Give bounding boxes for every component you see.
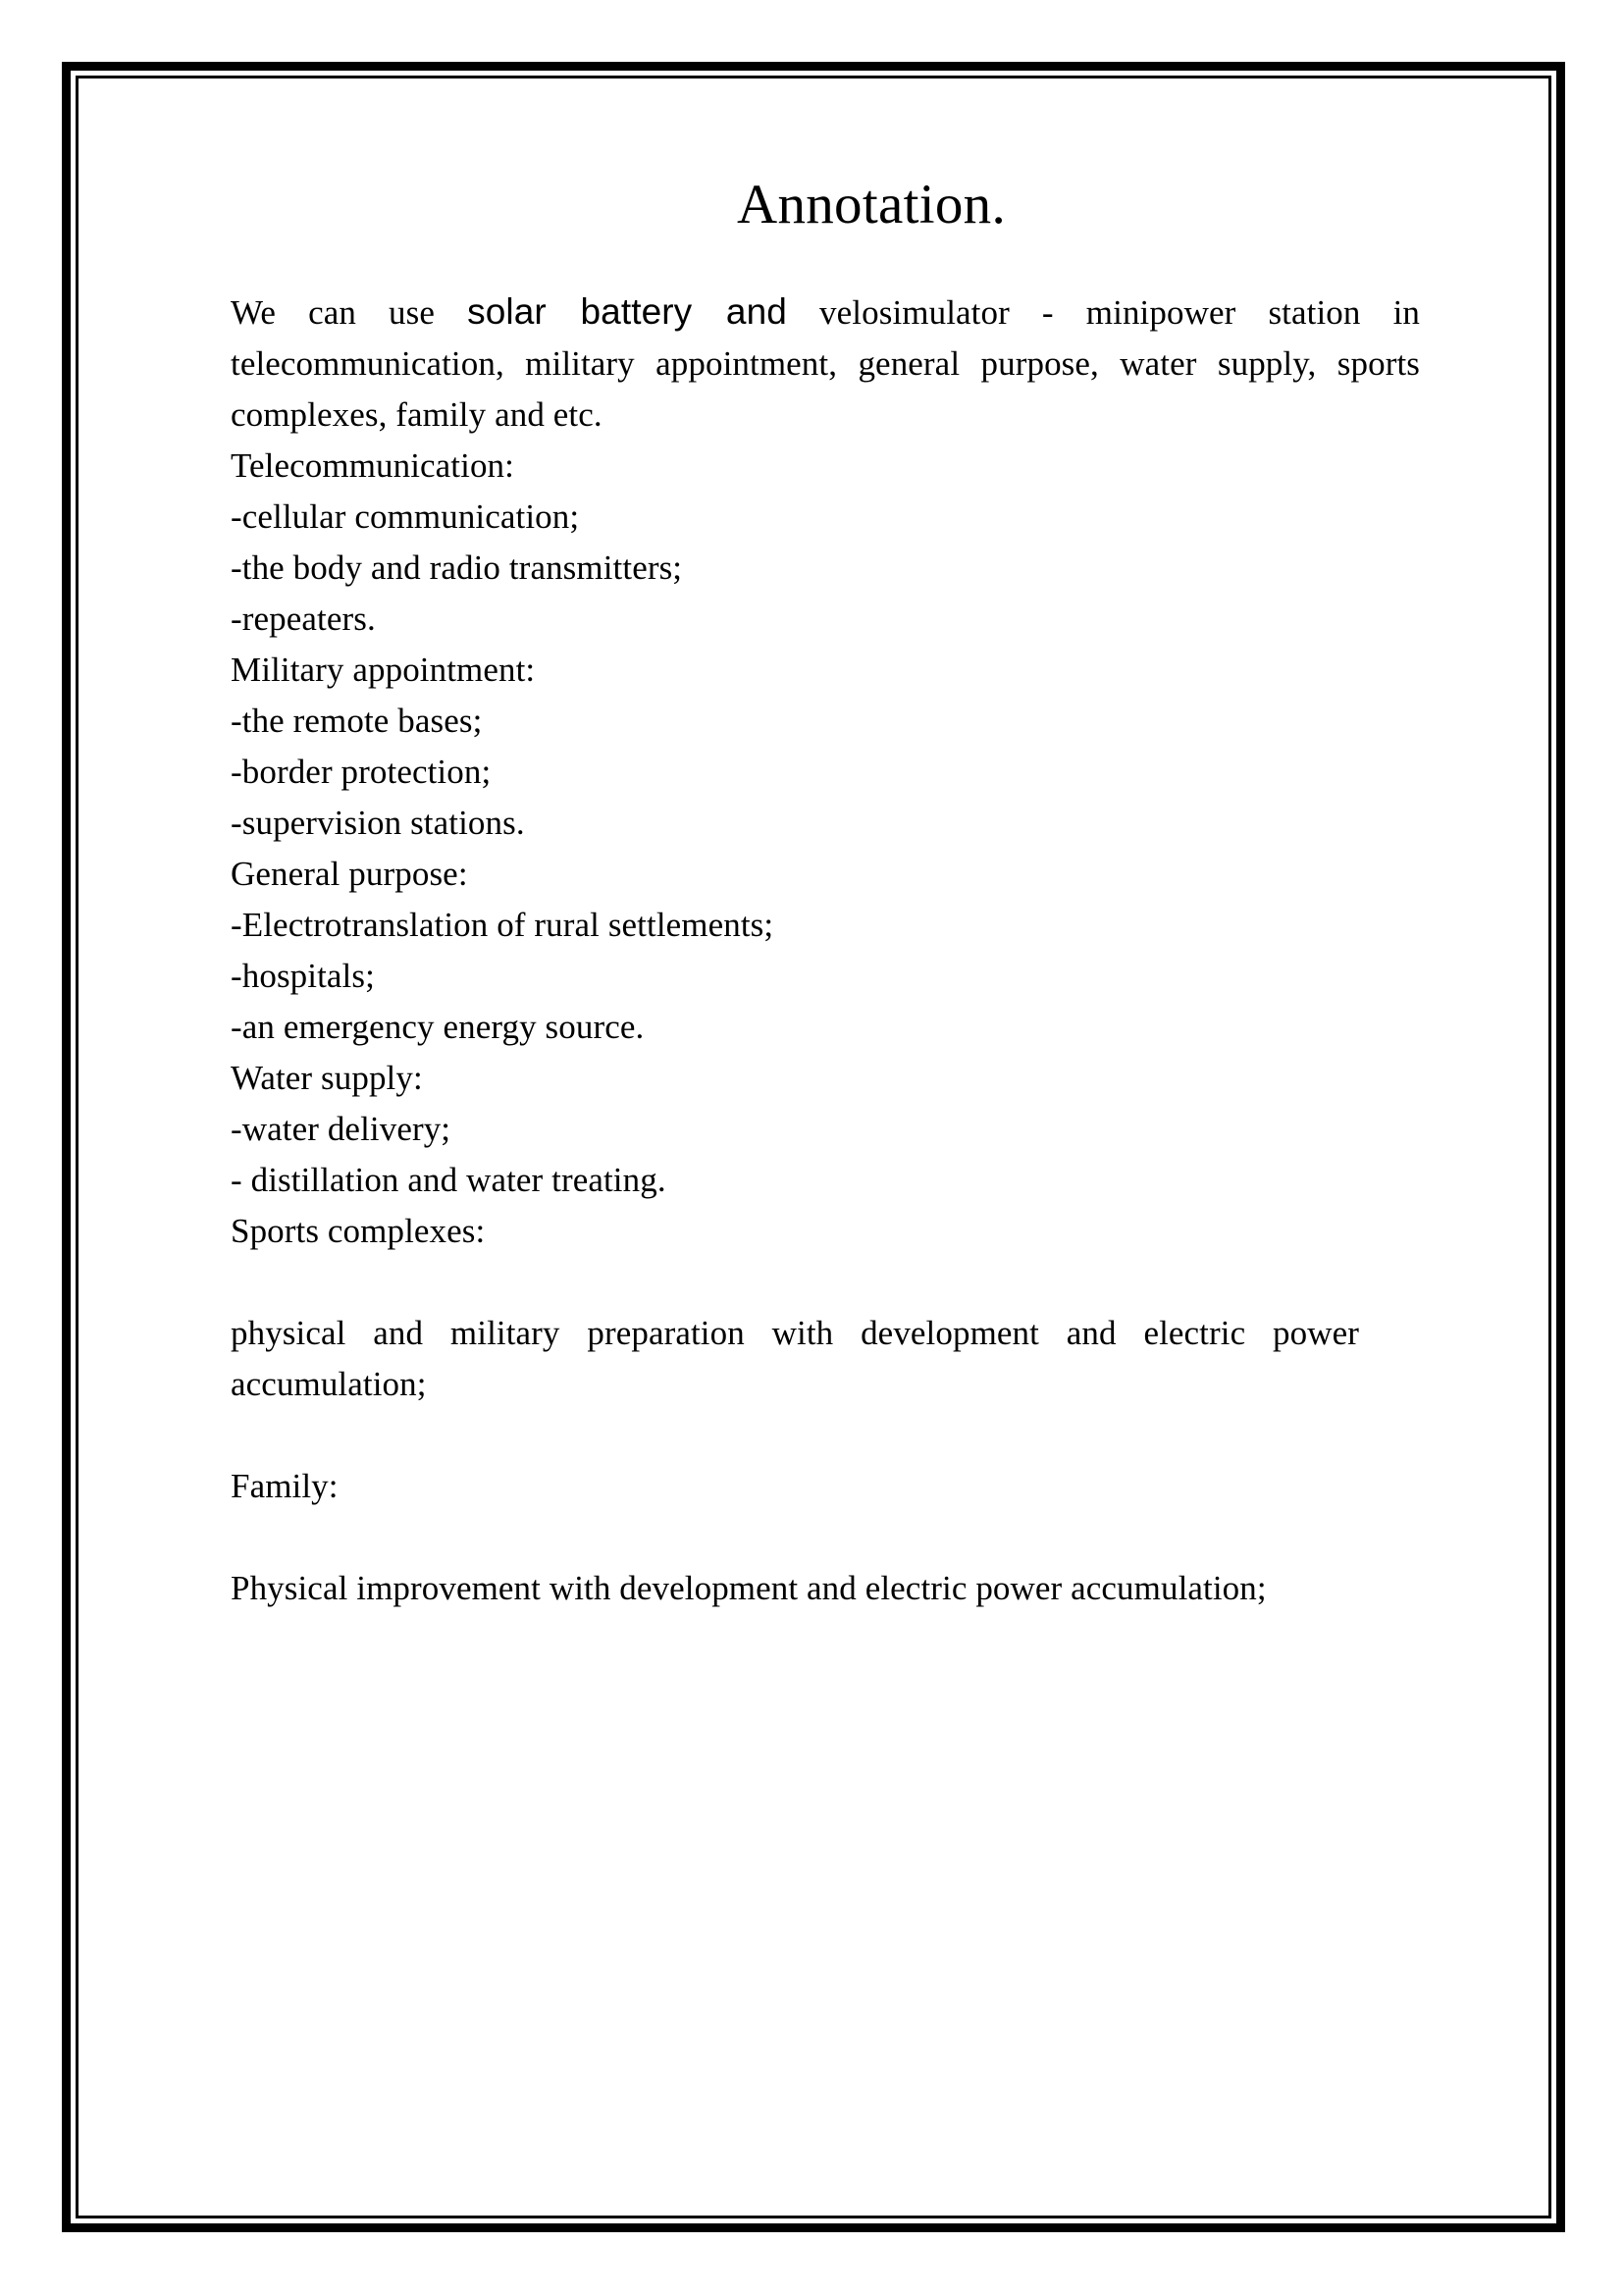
list-item: -border protection; bbox=[231, 753, 492, 791]
intro-rest-text: velosimulator - minipower station in telecommunication, military appointment, general purpose, water supply, sports complexes, family and etc. bbox=[231, 293, 1421, 434]
list-item: -repeaters. bbox=[231, 600, 376, 638]
list-item: - distillation and water treating. bbox=[231, 1161, 666, 1199]
list-item: -hospitals; bbox=[231, 957, 375, 995]
page-title: Annotation. bbox=[736, 174, 1007, 235]
list-item: Sports complexes: bbox=[231, 1212, 486, 1250]
intro-emphasis-text: solar battery and bbox=[467, 291, 787, 332]
intro-paragraph bbox=[231, 287, 1420, 441]
document-body bbox=[145, 287, 1480, 1614]
list-item: -the remote bases; bbox=[231, 702, 483, 740]
body-paragraph: physical and military preparation with development and electric power accumulation; bbox=[231, 1314, 1359, 1403]
body-paragraph: Physical improvement with development and electric power accumulation; bbox=[231, 1569, 1267, 1607]
list-item: -the body and radio transmitters; bbox=[231, 548, 683, 587]
list-item: General purpose: bbox=[231, 855, 468, 893]
body-paragraph: Family: bbox=[231, 1467, 339, 1505]
document-content bbox=[145, 94, 1480, 2194]
list-item: Military appointment: bbox=[231, 651, 536, 689]
list-item: -Electrotranslation of rural settlements; bbox=[231, 906, 774, 944]
list-item: -supervision stations. bbox=[231, 804, 525, 842]
list-item: Water supply: bbox=[231, 1059, 423, 1097]
list-item: -an emergency energy source. bbox=[231, 1008, 645, 1046]
list-item: -water delivery; bbox=[231, 1110, 451, 1148]
list-item: -cellular communication; bbox=[231, 497, 580, 536]
intro-lead-text: We can use bbox=[231, 293, 468, 332]
list-item: Telecommunication: bbox=[231, 446, 514, 485]
